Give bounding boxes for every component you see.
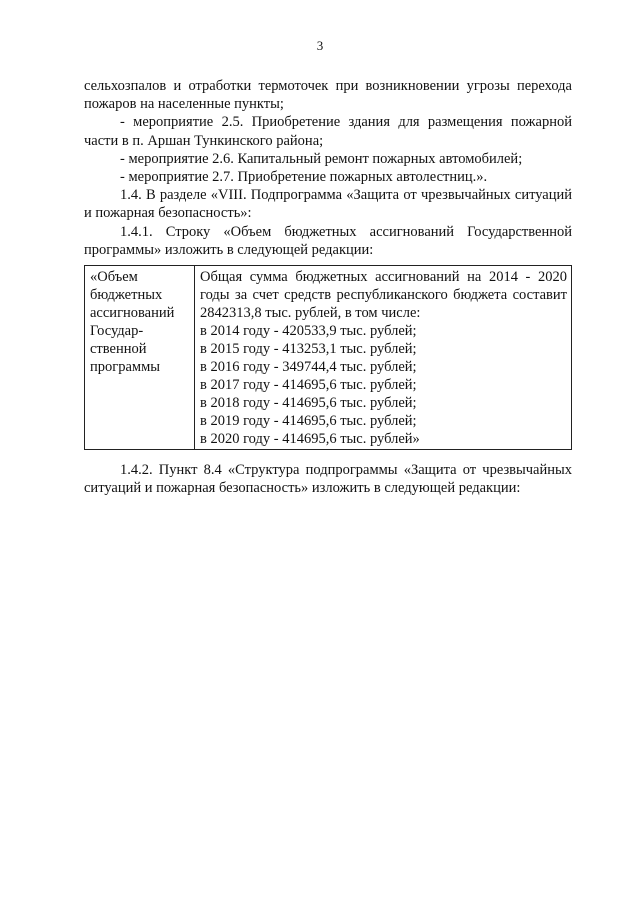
budget-total-text: Общая сумма бюджетных ассигнований на 2014 - 2020 годы за счет средств республиканского бюджета составит 2842313,8 тыс. рублей, в том числе: xyxy=(200,269,567,321)
table-row xyxy=(85,266,572,450)
document-body-continued xyxy=(84,461,572,497)
budget-year-line: в 2019 году - 414695,6 тыс. рублей; xyxy=(200,413,417,429)
label-line: ственной xyxy=(90,341,147,357)
table-cell-content xyxy=(195,266,572,450)
table-cell-label xyxy=(85,266,195,450)
paragraph-measure-2-5: - мероприятие 2.5. Приобретение здания для размещения пожарной части в п. Аршан Тункинского района; xyxy=(84,114,572,149)
paragraph-section-1-4-2: 1.4.2. Пункт 8.4 «Структура подпрограммы «Защита от чрезвычайных ситуаций и пожарная безопасность» изложить в следующей редакции: xyxy=(84,462,572,497)
label-line: Государ- xyxy=(90,323,144,339)
budget-year-line: в 2017 году - 414695,6 тыс. рублей; xyxy=(200,377,417,393)
budget-year-line: в 2015 году - 413253,1 тыс. рублей; xyxy=(200,341,417,357)
budget-year-line: в 2020 году - 414695,6 тыс. рублей» xyxy=(200,431,420,447)
label-line: ассигнований xyxy=(90,305,175,321)
label-line: программы xyxy=(90,359,160,375)
budget-year-line: в 2014 году - 420533,9 тыс. рублей; xyxy=(200,323,417,339)
budget-table xyxy=(84,265,572,450)
budget-year-line: в 2016 году - 349744,4 тыс. рублей; xyxy=(200,359,417,375)
budget-year-line: в 2018 году - 414695,6 тыс. рублей; xyxy=(200,395,417,411)
paragraph-section-1-4-1: 1.4.1. Строку «Объем бюджетных ассигнований Государственной программы» изложить в следующей редакции: xyxy=(84,223,572,258)
paragraph-measure-2-6: - мероприятие 2.6. Капитальный ремонт пожарных автомобилей; xyxy=(120,150,523,167)
page-number: 3 xyxy=(316,38,324,53)
paragraph-continuation: сельхозпалов и отработки термоточек при возникновении угрозы перехода пожаров на населенные пункты; xyxy=(84,78,572,113)
document-body xyxy=(84,77,572,259)
label-line: бюджетных xyxy=(90,287,163,303)
label-line: «Объем xyxy=(90,269,138,285)
paragraph-section-1-4: 1.4. В разделе «VIII. Подпрограмма «Защита от чрезвычайных ситуаций и пожарная безопасность»: xyxy=(84,187,572,222)
paragraph-measure-2-7: - мероприятие 2.7. Приобретение пожарных автолестниц.». xyxy=(120,169,488,186)
